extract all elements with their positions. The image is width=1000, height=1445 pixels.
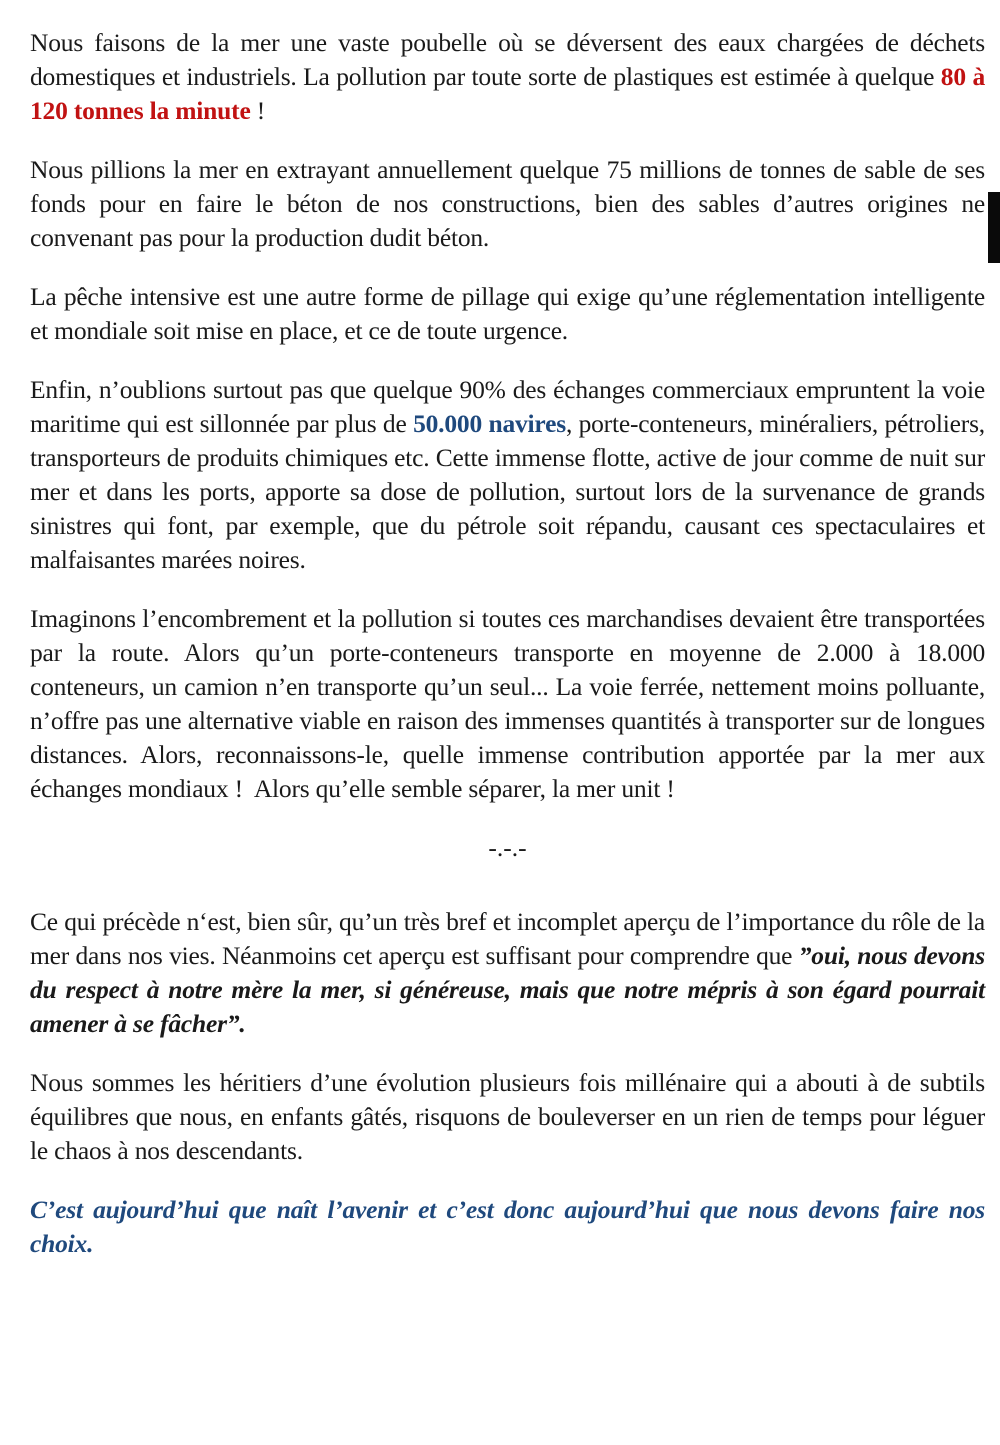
text-segment-normal: Enfin, n’oublions surtout pas que quelque 90% des échanges commerciaux empruntent la voie maritime qui est sillonnée par plus de [30, 375, 985, 438]
text-segment-blue-bold-italic: C’est aujourd’hui que naît l’avenir et c’est donc aujourd’hui que nous devons faire nos choix. [30, 1195, 985, 1258]
section-separator [30, 831, 985, 865]
text-segment-normal: Nous sommes les héritiers d’une évolution plusieurs fois millénaire qui a abouti à de subtils équilibres que nous, en enfants gâtés, risquons de bouleverser en un rien de temps pour léguer le chaos à nos descendants. [30, 1068, 985, 1165]
text-segment-normal: Ce qui précède n‘est, bien sûr, qu’un très bref et incomplet aperçu de l’importance du rôle de la mer dans nos vies. Néanmoins cet aperçu est suffisant pour comprendre que [30, 907, 985, 970]
paragraph-2 [30, 153, 985, 255]
paragraph-4 [30, 373, 985, 577]
paragraph-8 [30, 1066, 985, 1168]
document-paragraphs [30, 26, 985, 1261]
scan-edge-artifact [988, 192, 1000, 263]
paragraph-5 [30, 602, 985, 806]
text-segment-normal: Nous pillions la mer en extrayant annuellement quelque 75 millions de tonnes de sable de ses fonds pour en faire le béton de nos constructions, bien des sables d’autres origines ne convenant pas pour la production dudit béton. [30, 155, 985, 252]
text-segment-normal: ! [250, 96, 266, 125]
text-segment-blue-bold: 50.000 navires [413, 409, 566, 438]
paragraph-9 [30, 1193, 985, 1261]
paragraph-3 [30, 280, 985, 348]
paragraph-7 [30, 905, 985, 1041]
paragraph-1 [30, 26, 985, 128]
text-segment-normal: La pêche intensive est une autre forme de pillage qui exige qu’une réglementation intelligente et mondiale soit mise en place, et ce de toute urgence. [30, 282, 985, 345]
text-segment-normal: , porte-conteneurs, minéraliers, pétroliers, transporteurs de produits chimiques etc. Cette immense flotte, active de jour comme de nuit sur mer et dans les ports, apporte sa dose de pollution, surtout lors de la survenance de grands sinistres qui font, par exemple, que du pétrole soit répandu, causant ces spectaculaires et malfaisantes marées noires. [30, 409, 985, 574]
text-segment-bold-italic: ”oui, nous devons du respect à notre mère la mer, si généreuse, mais que notre mépris à son égard pourrait amener à se fâcher”. [30, 941, 985, 1038]
text-segment-normal: Nous faisons de la mer une vaste poubelle où se déversent des eaux chargées de déchets domestiques et industriels. La pollution par toute sorte de plastiques est estimée à quelque [30, 28, 985, 91]
text-segment-red-bold: 80 à 120 tonnes la minute [30, 62, 985, 125]
text-segment-normal: Imaginons l’encombrement et la pollution si toutes ces marchandises devaient être transportées par la route. Alors qu’un porte-conteneurs transporte en moyenne de 2.000 à 18.000 conteneurs, un camion n’en transporte qu’un seul... La voie ferrée, nettement moins polluante, n’offre pas une alternative viable en raison des immenses quantités à transporter sur de longues distances. Alors, reconnaissons-le, quelle immense contribution apportée par la mer aux échanges mondiaux ! Alors qu’elle semble séparer, la mer unit ! [30, 604, 985, 803]
text-segment-normal: -.-.- [488, 833, 527, 862]
